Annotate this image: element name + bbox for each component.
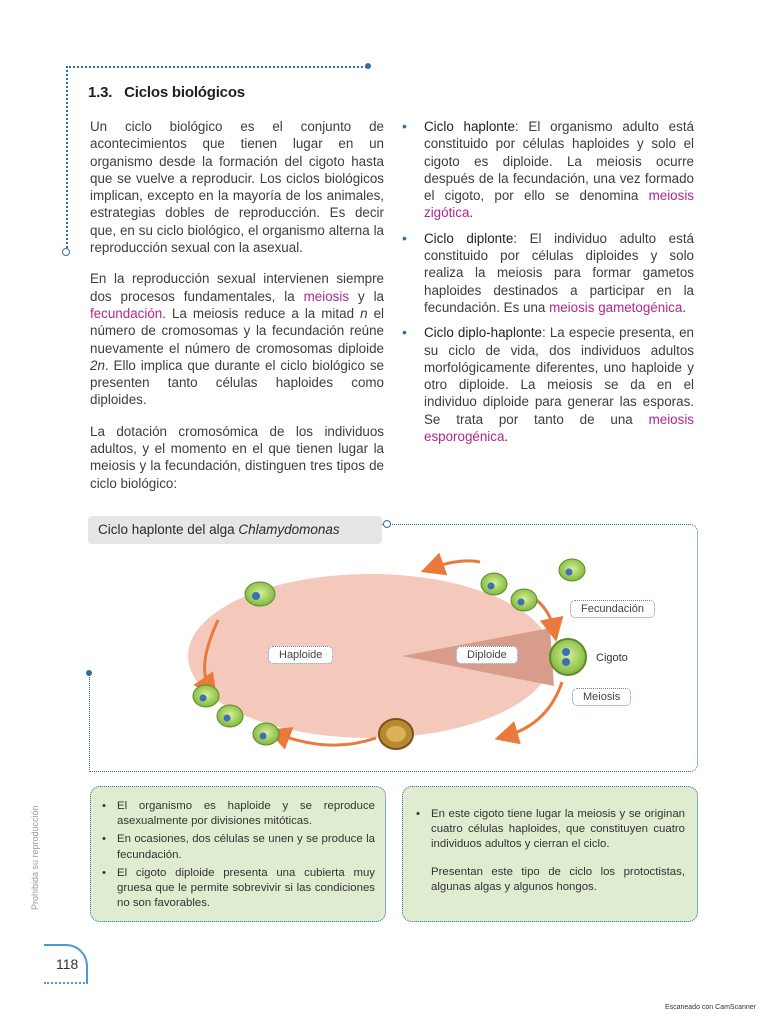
section-title [88,84,245,101]
text-run: el número de cromosomas y la fecundación reúne nuevamente el número de cromosomas diploide [90,305,384,356]
label-haploide: Haploide [268,646,333,664]
diagram-dot [86,670,92,676]
label-diploide: Diploide [456,646,518,664]
info-box-right [402,786,698,922]
left-column [90,118,384,506]
right-column [402,118,694,453]
side-copyright-text: Prohibida su reproducción [30,805,40,910]
frame-dot [365,63,371,69]
zygote-cell [550,639,586,675]
haploid-cell [253,723,279,745]
page-number-underline [44,982,88,984]
life-cycle-diagram [170,548,610,764]
paragraph-sexual-reproduction [90,270,384,408]
cycle-type-diplo-haplonte [402,324,694,445]
term: Ciclo diplonte [424,230,514,246]
arrow-top [432,561,480,568]
highlight-term: meiosis esporogénica [424,411,694,445]
scanner-watermark: Escaneado con CamScanner [664,1004,756,1011]
text-run: : El individuo adulto está constituido por células diploides y solo realiza la meiosis para formar gametos haploides destinados a participar en la fecundación. Es una [424,230,694,315]
diagram-title [88,516,382,544]
paragraph-types: La dotación cromosómica de los individuos adultos, y el momento en el que tienen lugar la meiosis y la fecundación, distinguen tres tipos de ciclo biológico: [90,423,384,491]
haploid-cell [193,685,219,707]
page-number: 118 [56,956,79,972]
text-run: y la [349,288,384,304]
section-number: 1.3. [88,84,113,101]
section-title-text: Ciclos biológicos [124,84,245,101]
info-bullet: • El cigoto diploide presenta una cubierta muy gruesa que le permite sobrevivir si las condiciones no son favorables. [101,866,375,912]
info-box-left [90,786,386,922]
info-paragraph: Presentan este tipo de ciclo los protoctistas, algunas algas y algunos hongos. [431,865,685,893]
term: Ciclo diplo-haplonte [424,325,543,341]
text-run: En la reproducción sexual intervienen siempre dos procesos fundamentales, la [90,271,384,304]
gamete-cell [511,589,537,611]
symbol-2n: 2n [90,357,105,373]
text-run: : La especie presenta, en su ciclo de vida, dos individuos adultos morfológicamente diferentes, uno haploide y otro diploide. La meiosis se da en el individuo diploide para generar las esporas. Se trata por tanto de una [424,325,694,427]
info-bullet: • En ocasiones, dos células se unen y se produce la fecundación. [101,832,375,862]
diagram-title-text: Ciclo haplonte del alga [98,522,239,537]
term: Ciclo haplonte [424,119,515,134]
label-cigoto: Cigoto [596,652,628,664]
highlight-term: meiosis gametogénica [549,299,683,315]
gamete-cell [559,559,585,581]
label-fecundacion: Fecundación [570,600,655,618]
frame-top-line [66,66,370,68]
term-meiosis: meiosis [303,288,350,304]
gamete-cell [481,573,507,595]
text-run: . [469,205,474,221]
diagram-ring [383,520,391,528]
cycle-type-diplonte [402,230,694,316]
text-run: . La meiosis reduce a la mitad [162,305,361,321]
text-run: . [504,429,509,445]
resistant-zygote [379,719,413,749]
highlight-term: meiosis zigótica [424,188,694,221]
frame-left-line [66,66,68,252]
diagram-left-line [89,674,90,772]
haploid-cell [217,705,243,727]
term-fecundacion: fecundación [90,305,163,321]
symbol-n: n [360,305,368,321]
text-run: . Ello implica que durante el ciclo biológico se presenten tanto células haploides como diploides. [90,357,384,408]
paragraph-intro: Un ciclo biológico es el conjunto de acontecimientos que tienen lugar en un organismo desde la formación del cigoto hasta que se vuelve a reproducir. Los ciclos biológicos implican, excepto en la mayoría de los animales, estrategias dobles de reproducción. Es decir que, en su ciclo biológico, el organismo alterna la reproducción sexual con la asexual. [90,119,384,256]
info-bullet: • En este cigoto tiene lugar la meiosis y se originan cuatro células haploides, que constituyen cuatro individuos adultos y cierran el ciclo. [415,807,685,853]
label-meiosis: Meiosis [572,688,631,706]
text-run: . [682,299,687,315]
info-bullet: • El organismo es haploide y se reproduce asexualmente por divisiones mitóticas. [101,799,375,829]
text-run: : El organismo adulto está constituido por células haploides y solo el cigoto es diploide. La meiosis ocurre después de la fecundación, una vez formado el cigoto, por ello se denomina [424,119,694,204]
cycle-type-haplonte [402,118,694,222]
frame-ring [62,248,70,256]
haploid-cell [245,582,275,606]
diagram-title-species: Chlamydomonas [238,522,340,537]
